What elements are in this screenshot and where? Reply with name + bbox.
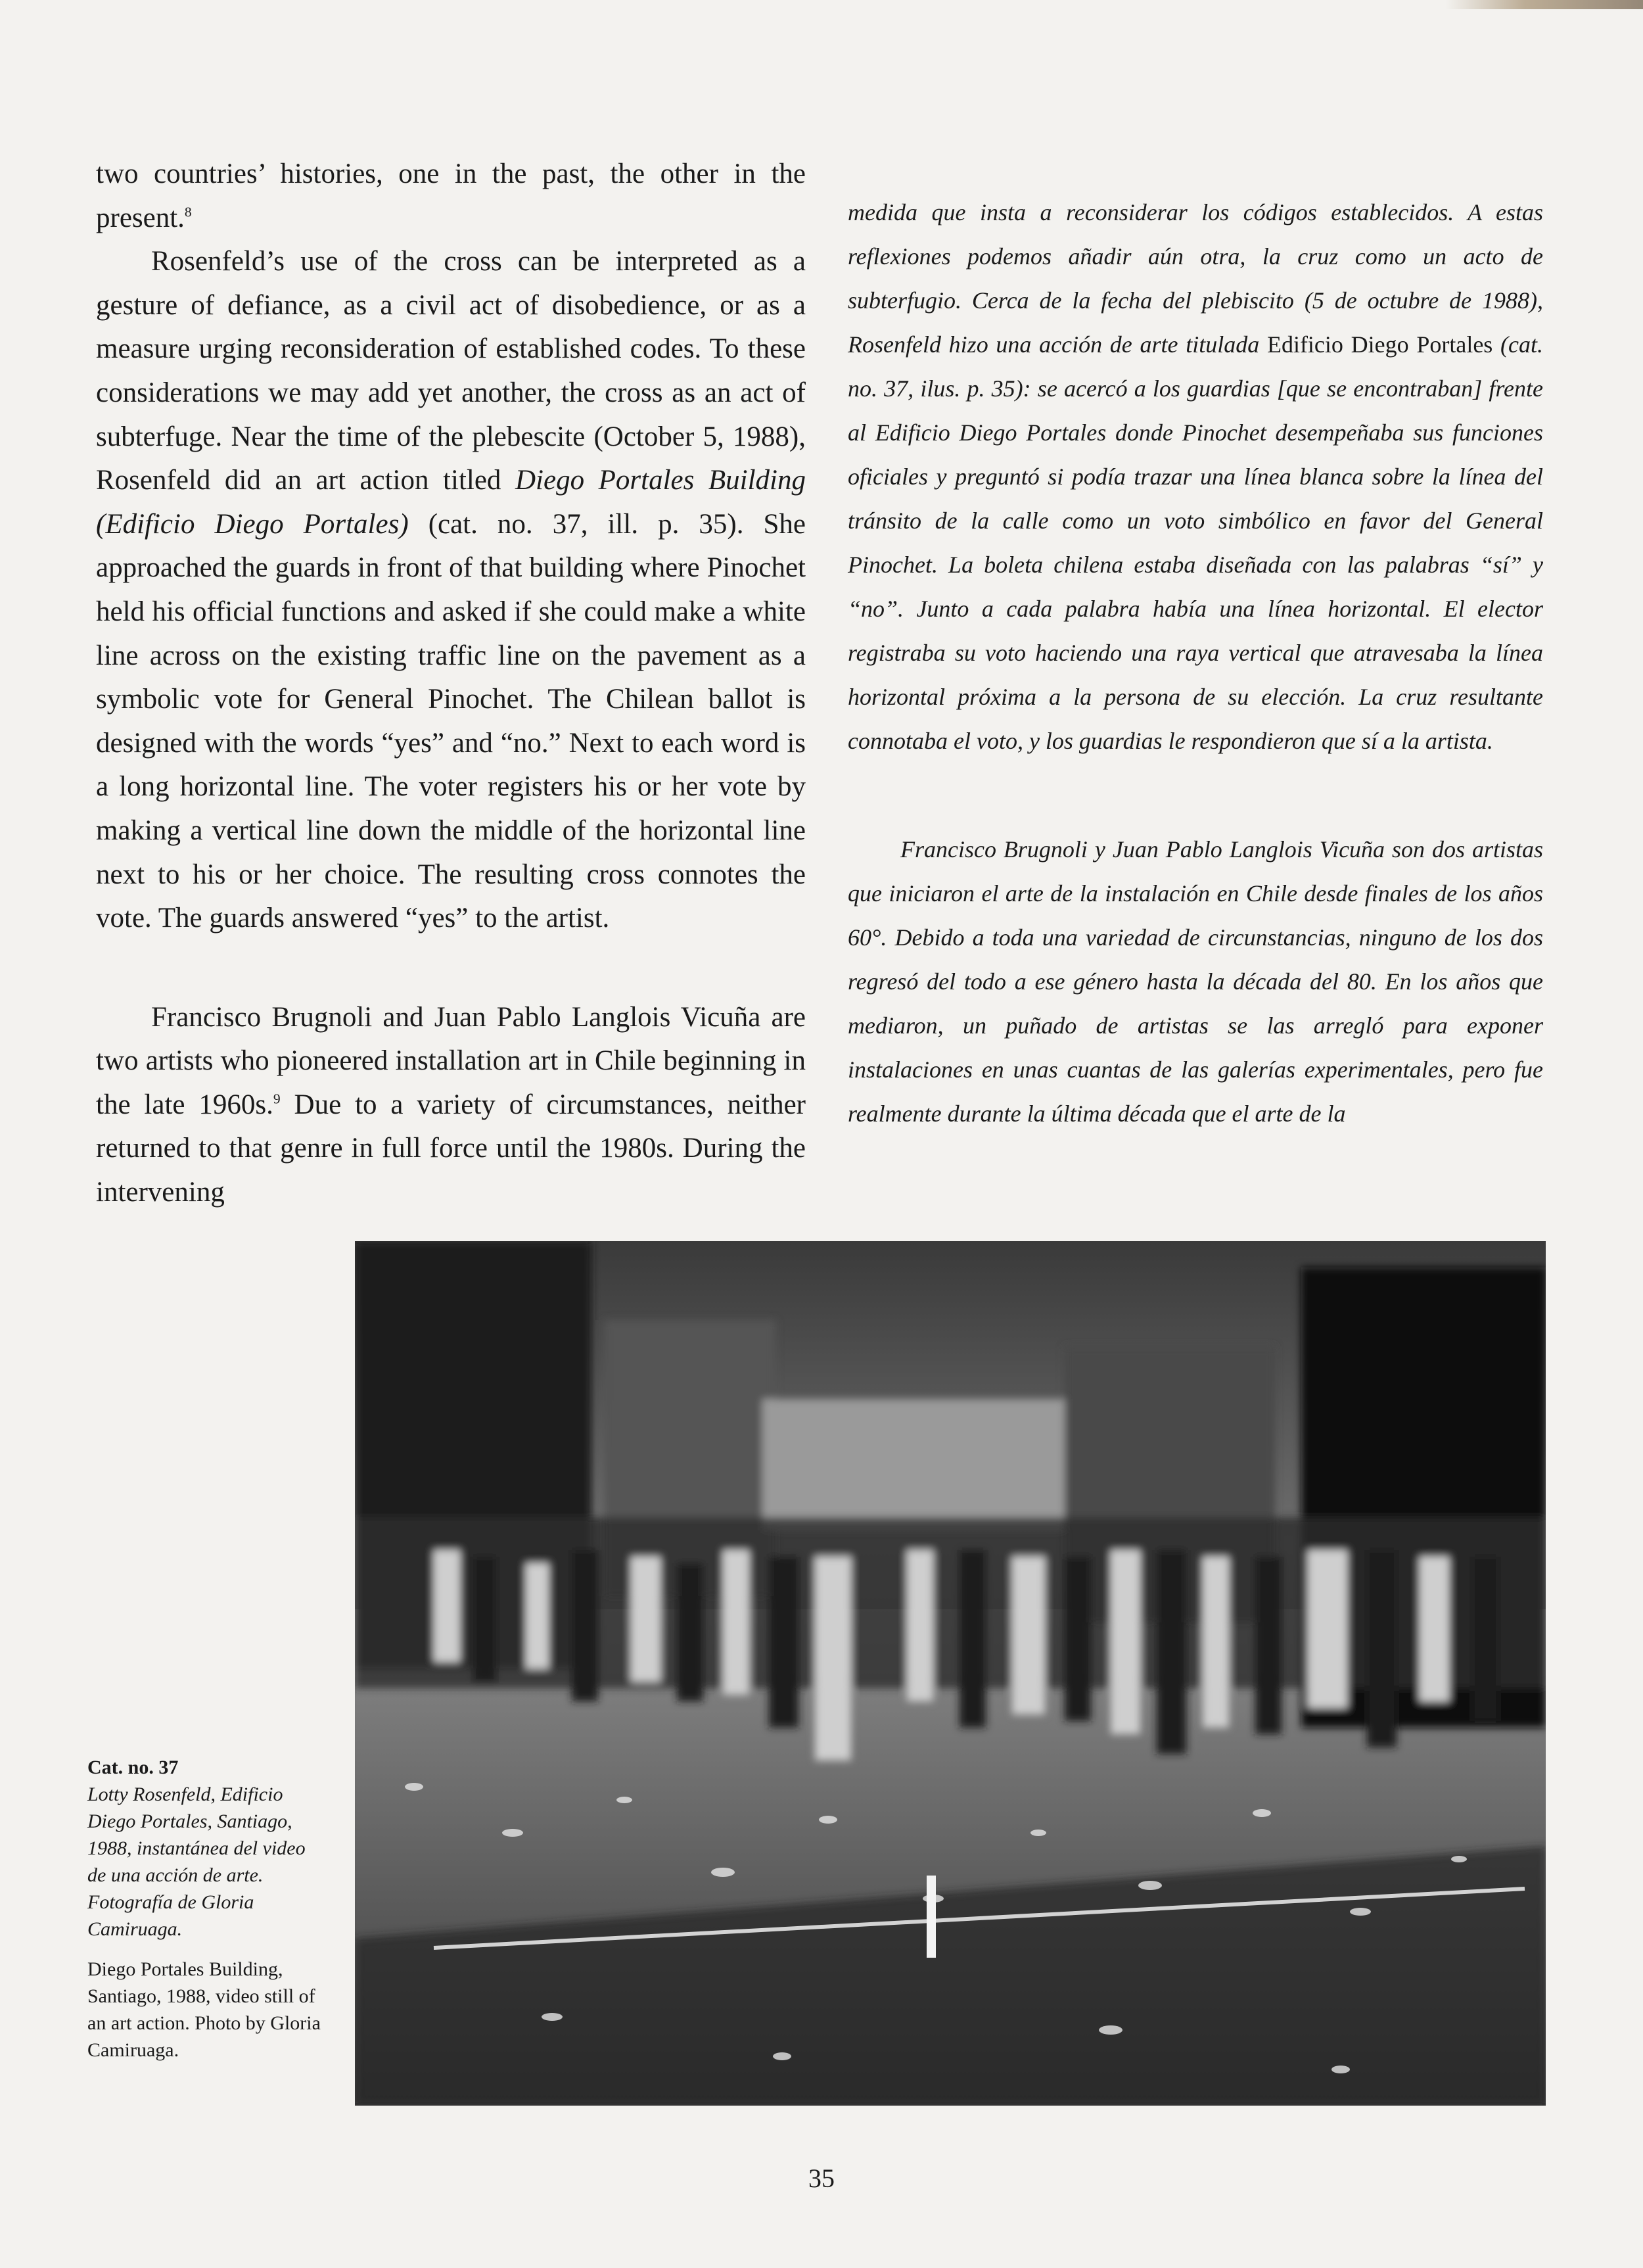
page-number: 35 <box>808 2163 835 2193</box>
catalog-number: Cat. no. 37 <box>87 1757 179 1778</box>
caption-english: Diego Portales Building, Santiago, 1988, video still of an art action. Photo by Gloria Camiruaga. <box>87 1958 321 2061</box>
page-edge-mark <box>1446 0 1643 9</box>
figure-caption <box>87 1754 324 2064</box>
caption-spanish: Lotty Rosenfeld, Edificio Diego Portales, Santiago, 1988, instantánea del video de una acción de arte. Fotografía de Gloria Camiruaga. <box>87 1784 306 1940</box>
video-still-photo <box>355 1241 1546 2106</box>
english-text-column <box>96 153 806 1215</box>
english-paragraph-1: two countries’ histories, one in the past, the other in the present.$^8$ <box>96 158 806 233</box>
spanish-paragraph-1: medida que insta a reconsiderar los códigos establecidos. A estas reflexiones podemos añadir aún otra, la cruz como un acto de subterfugio. Cerca de la fecha del plebiscito (5 de octubre de 1988), Rosenfeld hizo una acción de arte titulada Edificio Diego Portales (cat. no. 37, ilus. p. 35): se acercó a los guardias [que se encontraban] frente al Edificio Diego Portales donde Pinochet desempeñaba sus funciones oficiales y preguntó si podía trazar una línea blanca sobre la línea del tránsito de la calle como un voto simbólico en favor del General Pinochet. La boleta chilena estaba diseñada con las palabras “sí” y “no”. Junto a cada palabra había una línea horizontal. El elector registraba su voto haciendo una raya vertical que atravesaba la línea horizontal próxima a la persona de su elección. La cruz resultante connotaba el voto, y los guardias le respondieron que sí a la artista. <box>848 199 1543 754</box>
english-paragraph-3: Francisco Brugnoli and Juan Pablo Langlois Vicuña are two artists who pioneered installation art in Chile beginning in the late 1960s.$^9$ Due to a variety of circumstances, neither returned to that genre in full force until the 1980s. During the intervening <box>96 1001 806 1208</box>
spanish-paragraph-2: Francisco Brugnoli y Juan Pablo Langlois Vicuña son dos artistas que iniciaron el arte de la instalación en Chile desde finales de los años 60°. Debido a toda una variedad de circunstancias, ninguno de los dos regresó del todo a ese género hasta la década del 80. En los años que mediaron, un puñado de artistas se las arregló para exponer instalaciones en unas cuantas de las galerías experimentales, pero fue realmente durante la última década que el arte de la <box>848 836 1543 1127</box>
artwork-title-spanish: Edificio Diego Portales <box>1266 331 1493 358</box>
english-paragraph-2: Rosenfeld’s use of the cross can be interpreted as a gesture of defiance, as a civil act of disobedience, or as a measure urging reconsideration of established codes. To these considerations we may add yet another, the cross as an act of subterfuge. Near the time of the plebescite (October 5, 1988), Rosenfeld did an art action titled Diego Portales Building (Edificio Diego Portales) (cat. no. 37, ill. p. 35). She approached the guards in front of that building where Pinochet held his official functions and asked if she could make a white line across on the existing traffic line on the pavement as a symbolic vote for General Pinochet. The Chilean ballot is designed with the words “yes” and “no.” Next to each word is a long horizontal line. The voter registers his or her vote by making a vertical line down the middle of the horizontal line next to his or her choice. The resulting cross connotes the vote. The guards answered “yes” to the artist. <box>96 246 806 934</box>
spanish-text-column <box>848 191 1543 1136</box>
footnote-ref-8: 8 <box>184 204 192 220</box>
artwork-title-english: Diego Portales Building (Edificio Diego Portales) <box>96 465 806 540</box>
footnote-ref-9: 9 <box>273 1091 281 1107</box>
